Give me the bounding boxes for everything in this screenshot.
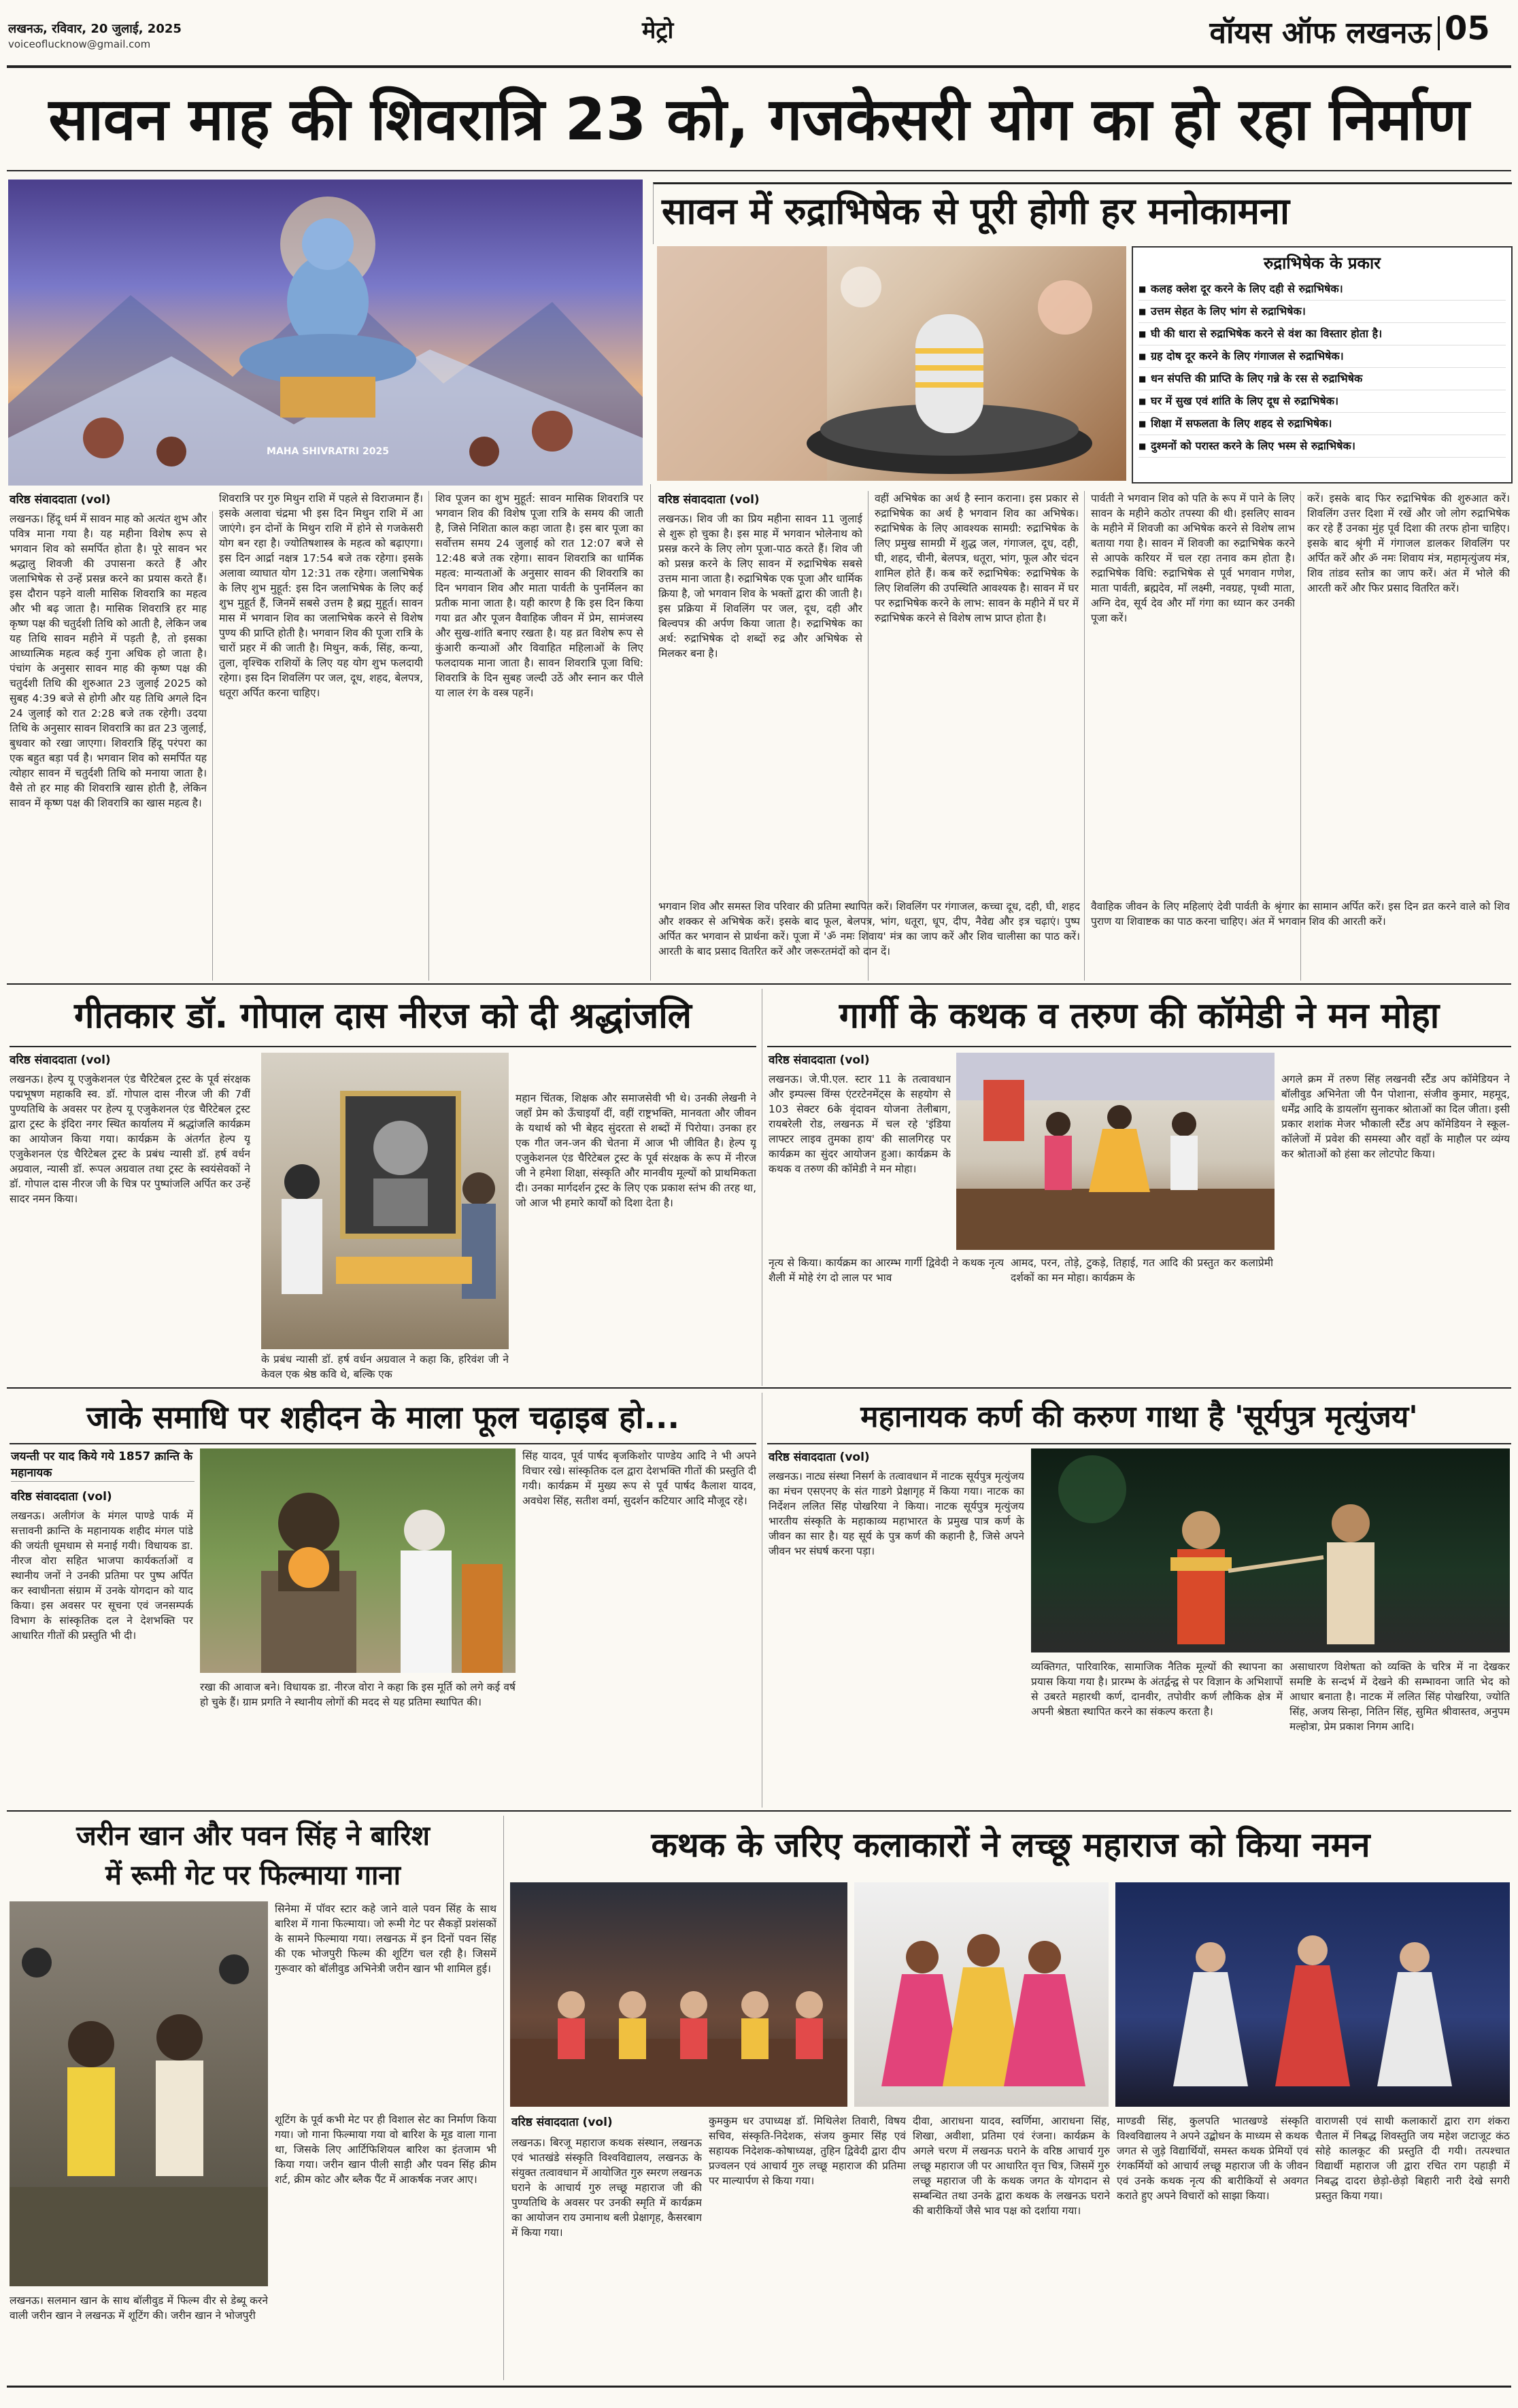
karna-headline: महानायक कर्ण की करुण गाथा है 'सूर्यपुत्र मृत्युंजय' — [860, 1400, 1418, 1434]
col-rule — [1084, 491, 1085, 981]
karna-byline: वरिष्ठ संवाददाता (vol) — [769, 1451, 870, 1464]
bullet-icon: ■ — [1138, 352, 1147, 361]
kathak-col-3: दीवा, आराधना यादव, स्वर्णिमा, आराधना सिंह, शिखा, अवीशा, प्रतिमा एवं रंजना। कार्यक्रम के अगले चरण में लखनऊ घराने के वरिष्ठ आचार्य गुरु लच्छू महाराज जी पर आधारित वृत्त चित्र, जिसमें गुरु लच्छू महाराज जी के कथक जगत के योगदान से सम्बन्धित तथा उनके द्वारा कथक के लखनऊ घराने की बारीकियों जैसे भाव पक्ष को दर्शाया गया। — [913, 2115, 1110, 2217]
col-rule — [428, 491, 429, 981]
zareen-headline-2: में रूमी गेट पर फिल्माया गाना — [105, 1860, 401, 1891]
kathak-stage-illustration — [1115, 1882, 1510, 2107]
karna-photo — [1031, 1448, 1510, 1652]
karna-rule — [767, 1443, 1511, 1444]
jaake-photo — [200, 1448, 516, 1673]
col-rule — [650, 484, 651, 981]
rudra-headline: सावन में रुद्राभिषेक से पूरी होगी हर मनोकामना — [662, 190, 1289, 233]
rudra-type-text: शिक्षा में सफलता के लिए शहद से रुद्राभिषेक। — [1151, 417, 1332, 430]
gopal-col-2: महान चिंतक, शिक्षक और समाजसेवी भी थे। उनकी लेखनी ने जहाँ प्रेम को ऊँचाइयाँ दीं, वहीं राष्ट्रभक्ति, मानवता और जीवन के यथार्थ को भी बेहद सुंदरता से शब्दों में पिरोया। उनका हर एक गीत जन-जन की चेतना में आज भी जीवित है। हेल्प यू एजुकेशनल एंड चैरिटेबल ट्रस्ट के पूर्व संरक्षक के रूप में नीरज जी ने हमेशा शिक्षा, संस्कृति और मानवीय मूल्यों को प्राथमिकता दी। उनका मार्गदर्शन ट्रस्ट के लिए एक प्रकाश स्तंभ की तरह था, जो आज भी हमारे कार्यों को दिशा देता है। — [516, 1092, 756, 1209]
kathak-photo-3 — [1115, 1882, 1510, 2107]
bullet-icon: ■ — [1138, 307, 1147, 316]
bullet-icon: ■ — [1138, 329, 1147, 339]
dateline: लखनऊ, रविवार, 20 जुलाई, 2025 — [8, 22, 182, 36]
gopal-caption: के प्रबंध न्यासी डॉ. हर्ष वर्धन अग्रवाल ने कहा कि, हरिवंश जी ने केवल एक श्रेष्ठ कवि थे, बल्कि एक — [261, 1353, 509, 1380]
rudra-col-4: करें। इसके बाद फिर रुद्राभिषेक की शुरुआत करें। शिवलिंग उत्तर दिशा में रखें और जो लोग रुद्राभिषेक कर रहे हैं उनका मुंह पूर्व दिशा की तरफ होना चाहिए। इसके बाद श्रृंगी में गंगाजल डालकर शिवलिंग पर अर्पित करें और ॐ नमः शिवाय मंत्र, महामृत्युंजय मंत्र, शिव तांडव स्तोत्र का जाप करें। अंत में भोले की आरती करें और फिर प्रसाद वितरित करें। — [1307, 492, 1510, 594]
gopal-col-1: लखनऊ। हेल्प यू एजुकेशनल एंड चैरिटेबल ट्रस्ट के पूर्व संरक्षक पद्मभूषण महाकवि स्व. डॉ. गोपाल दास नीरज जी की 7वीं पुण्यतिथि के अवसर पर हेल्प यू एजुकेशनल एंड चैरिटेबल ट्रस्ट द्वारा ट्रस्ट के इंदिरा नगर स्थित कार्यालय में श्रद्धांजलि कार्यक्रम का आयोजन किया गया। कार्यक्रम के अंतर्गत हेल्प यू एजुकेशनल एंड चैरिटेबल ट्रस्ट के प्रबंध न्यासी डॉ. हर्ष वर्धन अग्रवाल, न्यासी डॉ. रूपल अग्रवाल तथा ट्रस्ट के स्वयंसेवकों ने डॉ. गोपाल दास नीरज जी के चित्र पर पुष्पांजलि अर्पित कर उन्हें सादर नमन किया। — [10, 1073, 250, 1205]
gargi-rule — [767, 1046, 1511, 1047]
jaake-kicker: जयन्ती पर याद किये गये 1857 क्रान्ति के महानायक — [11, 1448, 195, 1482]
rudra-type-item — [1138, 345, 1506, 368]
statue-illustration — [200, 1448, 516, 1673]
page-number: 05 — [1445, 10, 1490, 48]
shivratri-caption: MAHA SHIVRATRI 2025 — [267, 446, 389, 457]
rudra-types-title: रुद्राभिषेक के प्रकार — [1264, 254, 1381, 273]
rudra-type-item — [1138, 390, 1506, 413]
jaake-col-1: लखनऊ। अलीगंज के मंगल पाण्डे पार्क में सत्तावनी क्रान्ति के महानायक शहीद मंगल पांडे की जयंती धूमधाम से मनाई गयी। विधायक डा. नीरज वोरा सहित भाजपा कार्यकर्ताओं व स्थानीय जनों ने उनकी प्रतिमा पर पुष्प अर्पित कर स्वाधीनता संग्राम में उनके योगदान को याद किया। इस अवसर पर सूचना एवं जनसम्पर्क विभाग के सांस्कृतिक दल ने देशभक्ति पर आधारित गीतों की प्रस्तुति भी दी। — [11, 1510, 193, 1642]
zareen-col-1: सिनेमा में पॉवर स्टार कहे जाने वाले पवन सिंह के साथ बारिश में गाना फिल्माया। जो रूमी गेट पर सैकड़ों प्रशंसकों के सामने फिल्माया गया। लखनऊ में इन दिनों पवन सिंह की एक भोजपुरी फिल्म की शूटिंग चल रही है। जिसमें गुरूवार को बॉलीवुड अभिनेत्री जरीन खान भी शामिल हुई। — [275, 1903, 496, 1975]
rudra-photo — [657, 246, 1126, 481]
section-rule — [7, 1810, 1511, 1812]
bullet-icon: ■ — [1138, 441, 1147, 451]
rudra-type-text: घी की धारा से रुद्राभिषेक करने से वंश का विस्तार होता है। — [1151, 327, 1383, 340]
kathak-col-1: लखनऊ। बिरजू महाराज कथक संस्थान, लखनऊ एवं भातखंडे संस्कृति विश्वविद्यालय, लखनऊ के संयुक्त तत्वावधान में आयोजित गुरु स्मरण लखनऊ घराने के आचार्य गुरु लच्छू महाराज जी की पुण्यतिथि के अवसर पर उनकी स्मृति में कार्यक्रम का आयोजन राय उमानाथ बली प्रेक्षागृह, कैसरबाग में किया गया। — [511, 2137, 702, 2239]
col-rule — [503, 1816, 504, 2380]
kathak-headline: कथक के जरिए कलाकारों ने लच्छू महाराज को किया नमन — [651, 1825, 1370, 1865]
rudra-type-text: घर में सुख एवं शांति के लिए दूध से रुद्राभिषेक। — [1151, 394, 1339, 407]
lead-byline: वरिष्ठ संवाददाता (vol) — [10, 493, 111, 507]
lead-body-tail: भगवान शिव और समस्त शिव परिवार की प्रतिमा स्थापित करें। शिवलिंग पर गंगाजल, कच्चा दूध, दही, घी, शहद और शक्कर से अभिषेक करें। इसके बाद फूल, बेलपत्र, भांग, धतूरा, धूप, दीप, नैवेद्य और इत्र चढ़ाएं। पुष्प अर्पित कर भगवान से प्रार्थना करें। पूजा में 'ॐ नमः शिवाय' मंत्र का जाप करें और शिव चालीसा का पाठ करें। आरती के बाद प्रसाद वितरित करें और जरूरतमंदों को दान दें। — [658, 900, 1080, 957]
kathak-col-4: माण्डवी सिंह, कुलपति भातखण्डे संस्कृति विश्वविद्यालय ने अपने उद्बोधन के माध्यम से कथक जगत से जुड़े विद्यार्थियों, समस्त कथक प्रेमियों एवं रंगकर्मियों को आचार्य लच्छू महाराज जी के जीवन एवं उनके कथक नृत्य की बारीकियों से अवगत कराते हुए अपने विचारों को साझा किया। — [1117, 2115, 1309, 2202]
jaake-headline: जाके समाधि पर शहीदन के माला फूल चढ़ाइब हो... — [86, 1399, 679, 1436]
rudra-types-box — [1132, 246, 1513, 484]
rudra-type-text: कलह क्लेश दूर करने के लिए दही से रुद्राभिषेक। — [1151, 282, 1343, 295]
rudra-type-text: धन संपत्ति की प्राप्ति के लिए गन्ने के रस से रुद्राभिषेक — [1151, 372, 1363, 385]
lead-headline: सावन माह की शिवरात्रि 23 को, गजकेसरी योग का हो रहा निर्माण — [48, 86, 1470, 154]
kathak-photo-1 — [510, 1882, 847, 2107]
gargi-col-4: अगले क्रम में तरुण सिंह लखनवी स्टैंड अप कॉमेडियन ने बॉलीवुड अभिनेता जी पैन पोशाना, संजीव कुमार, महमूद, धर्मेंद्र आदि के डायलॉग सुनाकर श्रोताओं का दिल जीता। इसी प्रकार शशांक मेजर भौकाली स्टैंड अप कॉमेडियन ने स्कूल-कॉलेजों में प्रवेश की समस्या और वहाँ के माहौल पर व्यंग्य कर श्रोताओं को हंसा कर लोटपोट किया। — [1281, 1073, 1510, 1160]
kathak-byline: वरिष्ठ संवाददाता (vol) — [511, 2116, 613, 2129]
rudra-tail: वैवाहिक जीवन के लिए महिलाएं देवी पार्वती के श्रृंगार का सामान अर्पित करें। इस दिन व्रत करने वाले को शिव पुराण या शिवाष्टक का पाठ करना चाहिए। अंत में भगवान शिव की आरती करें। — [1091, 900, 1510, 928]
zareen-col-2: लखनऊ। सलमान खान के साथ बॉलीवुड में फिल्म वीर से डेब्यू करने वाली जरीन खान ने लखनऊ में शूटिंग की। जरीन खान ने भोजपुरी — [10, 2294, 268, 2322]
footer-rule — [7, 2386, 1511, 2388]
kathak-photo-2 — [854, 1882, 1109, 2107]
rudra-type-item — [1138, 323, 1506, 345]
col-rule — [212, 511, 213, 981]
jaake-byline: वरिष्ठ संवाददाता (vol) — [11, 1490, 112, 1504]
zareen-photo — [10, 1901, 268, 2286]
masthead — [0, 0, 1518, 68]
lead-col-3: शिव पूजन का शुभ मुहूर्त: सावन मासिक शिवरात्रि पर भगवान शिव की विशेष पूजा रात्रि के समय की जाती है, जिसे निशिता काल कहा जाता है। इस बार पूजा का सर्वोत्तम समय 24 जुलाई को रात 12:07 बजे से 12:48 बजे तक रहेगा। सावन शिवरात्रि का धार्मिक महत्व: मान्यताओं के अनुसार सावन की शिवरात्रि का दिन भगवान शिव और माता पार्वती के पुनर्मिलन का प्रतीक माना जाता है। यही कारण है कि इस दिन किया गया व्रत और पूजन वैवाहिक जीवन में प्रेम, सामंजस्य और सुख-शांति बनाए रखता है। यह व्रत विशेष रूप से कुंआरी कन्याओं और विवाहित महिलाओं के लिए फलदायक माना जाता है। सावन शिवरात्रि पूजा विधि: शिवरात्रि के दिन सुबह जल्दी उठें और स्नान कर पीले या लाल रंग के वस्त्र पहनें। — [435, 492, 643, 699]
masthead-rule — [7, 65, 1511, 68]
gopal-byline: वरिष्ठ संवाददाता (vol) — [10, 1053, 111, 1067]
karna-col-1: लखनऊ। नाट्य संस्था निसर्ग के तत्वावधान में नाटक सूर्यपुत्र मृत्युंजय का मंचन एसएनए के संत गाडगे प्रेक्षागृह में किया गया। नाटक का निर्देशन ललित सिंह पोखरिया ने किया। नाटक सूर्यपुत्र मृत्युंजय भारतीय संस्कृति के महाकाव्य महाभारत के प्रमुख पात्र कर्ण के जीवन का सार है। यह सूर्य के पुत्र कर्ण की कहानी है, जिसे अपने जीवन भर संघर्ष करना पड़ा। — [769, 1470, 1024, 1557]
rudra-type-item — [1138, 368, 1506, 390]
rudra-byline: वरिष्ठ संवाददाता (vol) — [658, 493, 760, 507]
gopal-photo — [261, 1053, 509, 1349]
rudra-type-item — [1138, 413, 1506, 435]
email: voiceoflucknow@gmail.com — [8, 38, 151, 50]
bullet-icon: ■ — [1138, 419, 1147, 428]
shiva-illustration — [8, 180, 643, 486]
rudra-type-text: उत्तम सेहत के लिए भांग से रुद्राभिषेक। — [1151, 305, 1306, 318]
tribute-illustration — [261, 1053, 509, 1349]
lead-col-1: लखनऊ। हिंदू धर्म में सावन माह को अत्यंत शुभ और पवित्र माना गया है। यह महीना विशेष रूप से भगवान शिव को समर्पित होता है। पूरे सावन भर श्रद्धालु शिवजी की उपासना करते हैं और जलाभिषेक से उन्हें प्रसन्न करने का प्रयास करते हैं। इस दौरान पड़ने वाली मासिक शिवरात्रि का महत्व और भी बढ़ जाता है। मासिक शिवरात्रि हर माह कृष्ण पक्ष की चतुर्दशी तिथि को आती है, लेकिन जब यह तिथि सावन महीने में पड़ती है, तो इसका आध्यात्मिक महत्व कई गुना अधिक हो जाता है। पंचांग के अनुसार सावन माह की कृष्ण पक्ष की चतुर्दशी तिथि की शुरुआत 23 जुलाई 2025 को सुबह 4:39 बजे से होगी और यह तिथि अगले दिन 24 जुलाई को रात 2:28 बजे तक रहेगी। उदया तिथि के अनुसार सावन शिवरात्रि का व्रत 23 जुलाई, बुधवार को रखा जाएगा। शिवरात्रि हिंदू परंपरा का एक बहुत बड़ा पर्व है। भगवान शिव को समर्पित यह त्योहार सावन में चतुर्दशी तिथि को मनाया जाता है। वैसे तो हर माह की शिवरात्रि खास होती है, लेकिन सावन में कृष्ण पक्ष की शिवरात्रि का खास महत्व है। — [10, 513, 207, 809]
stage-illustration — [956, 1053, 1275, 1250]
kathak-trio-illustration — [854, 1882, 1109, 2107]
rudra-type-text: दुश्मनों को परास्त करने के लिए भस्म से रुद्राभिषेक। — [1151, 439, 1355, 452]
rudra-col-1: लखनऊ। शिव जी का प्रिय महीना सावन 11 जुलाई से शुरू हो चुका है। इस माह में भगवान भोलेनाथ को प्रसन्न करने के लिए लोग पूजा-पाठ करते हैं। शिव जी को प्रसन्न करने के लिए सावन में रुद्राभिषेक सबसे उत्तम माना जाता है। रुद्राभिषेक एक पूजा और धार्मिक क्रिया है, जो भगवान शिव के भक्तों द्वारा की जाती है। इस प्रक्रिया में शिवलिंग पर जल, दूध, दही और बिल्वपत्र की अर्पण किया जाता है। रुद्राभिषेक का अर्थ: रुद्राभिषेक दो शब्दों रुद्र और अभिषेक से मिलकर बना है। — [658, 513, 862, 660]
jaake-rule — [10, 1443, 756, 1444]
gargi-headline: गार्गी के कथक व तरुण की कॉमेडी ने मन मोहा — [839, 996, 1440, 1036]
section-label: मेट्रो — [642, 17, 674, 44]
shooting-illustration — [10, 1901, 268, 2286]
kathak-col-5: वाराणसी एवं साथी कलाकारों द्वारा राग शंकरा चैताल में निबद्ध शिवस्तुति जय महेश जटाजूट कंठ सोहे कालकूट की प्रस्तुति दी गयी। तत्पश्चात विद्यार्थी महाराज जी द्वारा रचित राग पहाड़ी में निबद्ध दादरा छेड़ो-छेड़ो बिहारी नारी देखे सगरी प्रस्तुत किया गया। — [1315, 2115, 1510, 2202]
gargi-byline: वरिष्ठ संवाददाता (vol) — [769, 1053, 870, 1067]
gopal-rule — [10, 1046, 756, 1047]
paper-name: वॉयस ऑफ लखनऊ — [1209, 16, 1431, 50]
rudra-headline-box — [653, 182, 1512, 244]
kathak-group-illustration — [510, 1882, 847, 2107]
karna-col-2: व्यक्तिगत, पारिवारिक, सामाजिक नैतिक मूल्यों की स्थापना का प्रयास किया गया है। प्रारम्भ के अंतर्द्वन्द्व से पर विज्ञान के अभिशापों से उबरते महारथी कर्ण, दानवीर, तपोवीर कर्ण लौकिक क्षेत्र में अपनी श्रेष्ठता स्थापित करने का संकल्प करता है। — [1031, 1661, 1283, 1718]
gopal-headline: गीतकार डॉ. गोपाल दास नीरज को दी श्रद्धांजलि — [74, 996, 692, 1036]
section-rule — [7, 1387, 1511, 1389]
rudra-col-3: पार्वती ने भगवान शिव को पति के रूप में पाने के लिए सावन के महीने कठोर तपस्या की थी। इसलिए सावन के महीने में शिवजी का अभिषेक करने से विशेष लाभ बताया गया है। सावन में शिवजी का रुद्राभिषेक करने से आपके करियर में चल रहा तनाव कम होता है। रुद्राभिषेक विधि: रुद्राभिषेक से पूर्व भगवान गणेश, माता पार्वती, ब्रह्मदेव, माँ लक्ष्मी, नवग्रह, पृथ्वी माता, अग्नि देव, सूर्य देव और माँ गंगा का ध्यान कर उनकी पूजा करें। — [1091, 492, 1295, 624]
rudra-col-2: वहीं अभिषेक का अर्थ है स्नान कराना। इस प्रकार से रुद्राभिषेक का अर्थ है भगवान शिव का अभिषेक। रुद्राभिषेक के लिए आवश्यक सामग्री: रुद्राभिषेक के लिए प्रमुख सामग्री में शुद्ध जल, गंगाजल, दूध, दही, घी, शहद, चीनी, बेलपत्र, धतूरा, भांग, फूल और चंदन शामिल होते हैं। कब करें रुद्राभिषेक: रुद्राभिषेक के लिए शिवलिंग की उपस्थिति आवश्यक है। सावन में घर पर रुद्राभिषेक करने के लाभ: सावन के महीने में घर में रुद्राभिषेक करने से विशेष लाभ प्राप्त होता है। — [875, 492, 1079, 624]
bullet-icon: ■ — [1138, 396, 1147, 406]
rudra-type-item — [1138, 435, 1506, 458]
page-divider — [1438, 16, 1440, 50]
shivling-illustration — [657, 246, 1126, 481]
gargi-col-2: नृत्य से किया। कार्यक्रम का आरम्भ गार्गी द्विवेदी ने कथक नृत्य शैली में मोहे रंग दो लाल पर भाव — [769, 1257, 1004, 1284]
rudra-type-item — [1138, 301, 1506, 323]
section-rule — [7, 983, 1511, 985]
zareen-headline-1: जरीन खान और पवन सिंह ने बारिश — [76, 1820, 430, 1852]
lead-col-2: शिवरात्रि पर गुरु मिथुन राशि में पहले से विराजमान हैं। इसके अलावा चंद्रमा भी इस दिन मिथुन राशि में आ जाएंगे। इन दोनों के मिथुन राशि में होने से गजकेसरी योग बन रहा है। ज्योतिषशास्त्र के महत्व को बढ़ाएगा। इस दिन आर्द्रा नक्षत्र 17:54 बजे तक रहेगा। इसके अलावा व्याघात योग 12:31 तक रहेगा। जलाभिषेक के लिए शुभ मुहूर्त: इस दिन जलाभिषेक के लिए कई शुभ मुहूर्त हैं, जिनमें सबसे उत्तम है ब्रह्म मुहूर्त। सावन मास में भगवान शिव का जलाभिषेक करने से विशेष पुण्य की प्राप्ति होती है। भगवान शिव की पूजा रात्रि के चारों प्रहर में की जाती है। मिथुन, कर्क, सिंह, कन्या, तुला, वृश्चिक राशियों के लिए यह योग शुभ फलदायी रहेगा। इस दिन शिवलिंग पर जल, दूध, शहद, बेलपत्र, धतूरा अर्पित करना चाहिए। — [219, 492, 423, 699]
gargi-col-3: आमद, परन, तोड़े, टुकड़े, तिहाई, गत आदि की प्रस्तुत कर कलाप्रेमी दर्शकों का मन मोहा। कार्यक्रम के — [1011, 1257, 1273, 1284]
lead-headline-rule — [7, 170, 1511, 171]
jaake-col-3: सिंह यादव, पूर्व पार्षद बृजकिशोर पाण्डेय आदि ने भी अपने विचार रखे। सांस्कृतिक दल द्वारा देशभक्ति गीतों की प्रस्तुति दी गयी। कार्यक्रम में मुख्य रूप से पूर्व पार्षद कैलाश यादव, अवधेश सिंह, सतीश वर्मा, सुदर्शन कटियार आदि मौजूद रहे। — [522, 1450, 756, 1507]
shiva-photo — [8, 180, 643, 486]
gargi-col-1: लखनऊ। जे.पी.एल. स्टार 11 के तत्वावधान और इम्पल्स विंग्स एंटरटेनमेंट्स के सहयोग से 103 सेक्टर 6के वृंदावन योजना तेलीबाग, रायबरेली रोड, लखनऊ में चल रहे 'इंडिया लाफ्टर लाइव तुमका हाय' की सालगिरह पर कार्यक्रम का सुंदर आयोजन हुआ। कार्यक्रम के कथक व तरुण की कॉमेडी ने मन मोहा। — [769, 1073, 951, 1175]
rudra-types-list — [1133, 278, 1511, 458]
rudra-type-text: ग्रह दोष दूर करने के लिए गंगाजल से रुद्राभिषेक। — [1151, 350, 1344, 362]
drama-illustration — [1031, 1448, 1510, 1652]
rudra-type-item — [1138, 278, 1506, 301]
karna-col-3: असाधारण विशेषता को व्यक्ति के चरित्र में ना देखकर समष्टि के सन्दर्भ में देखने की सम्भावना जाति भेद को आधार बनाता है। नाटक में ललित सिंह पोखरिया, ज्योति सिंह, अजय सिन्हा, नितिन सिंह, सुमित श्रीवास्तव, अनुपम मल्होत्रा, प्रेम प्रकाश निगम आदि। — [1289, 1661, 1510, 1733]
bullet-icon: ■ — [1138, 374, 1147, 384]
gargi-photo — [956, 1053, 1275, 1250]
zareen-col-3: शूटिंग के पूर्व कभी मेट पर ही विशाल सेट का निर्माण किया गया। जो गाना फिल्माया गया वो बारिश के मूड वाला गाना था, जिसके लिए आर्टिफिशियल बारिश का इंतजाम भी किया गया। जरीन खान पीली साड़ी और पवन सिंह क्रीम शर्ट, क्रीम कोट और ब्लैक पैंट में आकर्षक नजर आए। — [275, 2114, 496, 2186]
jaake-col-2: रखा की आवाज बने। विधायक डा. नीरज वोरा ने कहा कि इस मूर्ति को लगे कई वर्ष हो चुके हैं। ग्राम प्रगति ने स्थानीय लोगों की मदद से यह प्रतिमा स्थापित की। — [200, 1681, 516, 1708]
bullet-icon: ■ — [1138, 284, 1147, 294]
kathak-col-2: कुमकुम धर उपाध्यक्ष डॉ. मिथिलेश तिवारी, विषय सचिव, संस्कृति-निदेशक, संजय कुमार सिंह एवं सहायक निदेशक-कोषाध्यक्ष, तुहिन द्विवेदी द्वारा दीप प्रज्वलन एवं आचार्य गुरु लच्छू महाराज की प्रतिमा पर माल्यार्पण से किया गया। — [709, 2115, 906, 2187]
